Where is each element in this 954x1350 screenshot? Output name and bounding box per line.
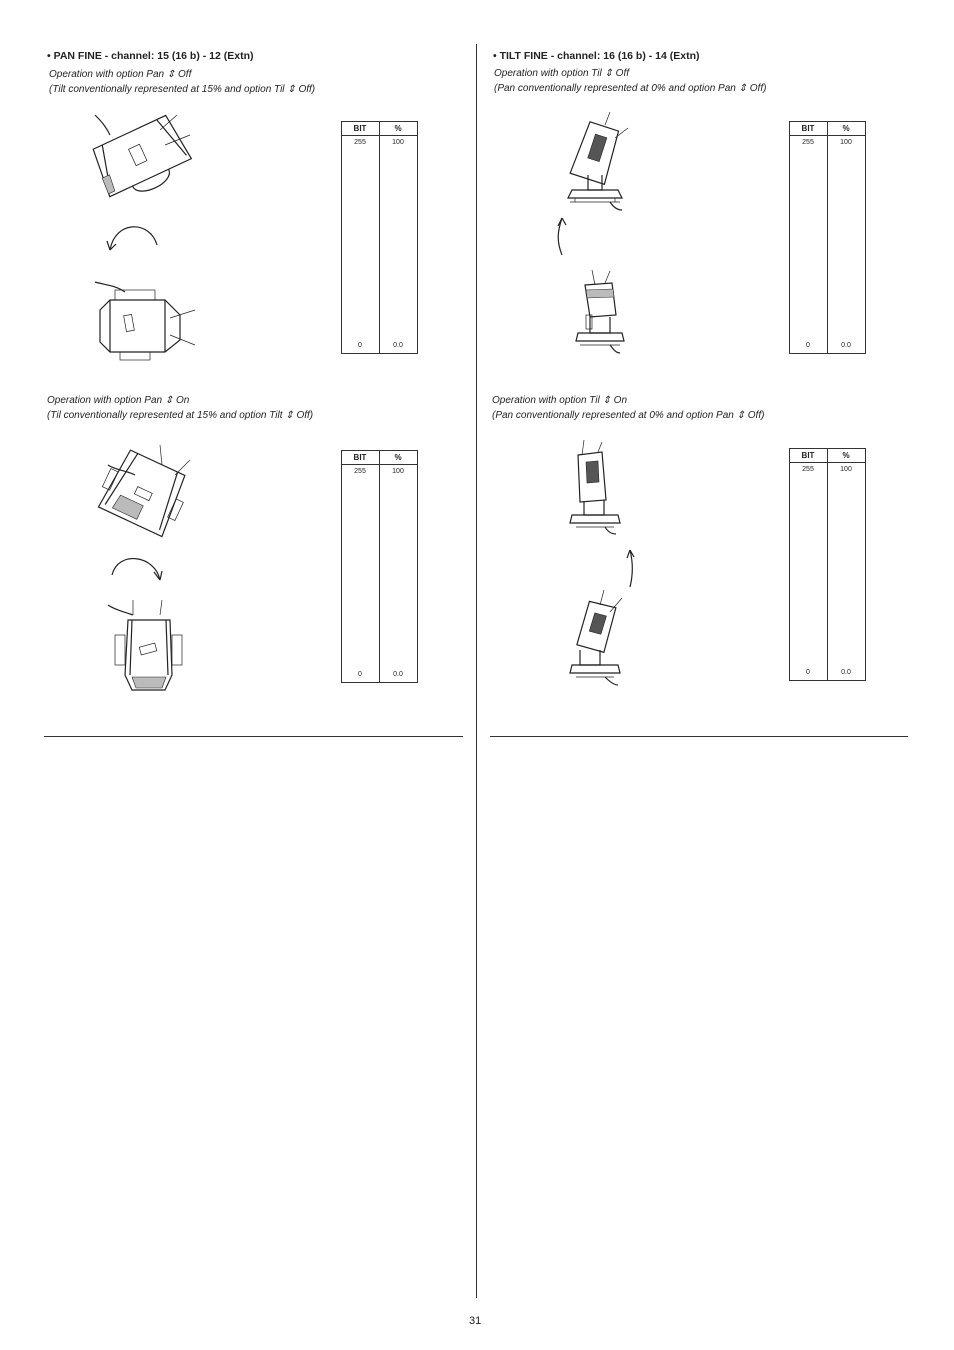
bit-bottom-value: 0 — [358, 342, 362, 349]
pan-off-note-line1: Operation with option Pan ⇕ Off — [49, 69, 192, 80]
pct-top-value: 100 — [392, 139, 404, 146]
bit-top-value: 255 — [354, 468, 366, 475]
pct-bottom-value: 0.0 — [841, 342, 851, 349]
tilt-on-note-line2: (Pan conventionally represented at 0% and option Pan ⇕ Off) — [492, 410, 765, 421]
col-pct-header: % — [394, 453, 402, 462]
pct-top-value: 100 — [840, 466, 852, 473]
tilt-on-dmx-table — [789, 448, 866, 681]
tilt-off-fixture-illustration — [550, 120, 640, 360]
col-bit-header: BIT — [353, 124, 367, 133]
pan-on-note-line2: (Til conventionally represented at 15% and option Tilt ⇕ Off) — [47, 410, 314, 421]
pan-on-dmx-table — [341, 450, 418, 683]
pct-top-value: 100 — [392, 468, 404, 475]
tilt-off-dmx-table — [789, 121, 866, 354]
pct-bottom-value: 0.0 — [393, 342, 403, 349]
bit-top-value: 255 — [802, 139, 814, 146]
pan-off-fixture-illustration — [85, 110, 205, 360]
column-divider — [476, 44, 477, 1298]
left-section-divider — [44, 736, 463, 737]
page-number: 31 — [469, 1315, 482, 1327]
pan-on-fixture-illustration — [100, 440, 200, 695]
right-section-divider — [490, 736, 908, 737]
pct-bottom-value: 0.0 — [841, 669, 851, 676]
col-bit-header: BIT — [353, 453, 367, 462]
pan-off-dmx-table — [341, 121, 418, 354]
pct-top-value: 100 — [840, 139, 852, 146]
pct-bottom-value: 0.0 — [393, 671, 403, 678]
tilt-off-note-line2: (Pan conventionally represented at 0% and option Pan ⇕ Off) — [494, 83, 767, 94]
bit-bottom-value: 0 — [358, 671, 362, 678]
pan-off-note-line2: (Tilt conventionally represented at 15% and option Til ⇕ Off) — [49, 84, 316, 95]
bit-bottom-value: 0 — [806, 669, 810, 676]
col-pct-header: % — [842, 124, 850, 133]
tilt-off-note-line1: Operation with option Til ⇕ Off — [494, 68, 630, 79]
bit-top-value: 255 — [802, 466, 814, 473]
bit-top-value: 255 — [354, 139, 366, 146]
bit-bottom-value: 0 — [806, 342, 810, 349]
col-pct-header: % — [842, 451, 850, 460]
col-pct-header: % — [394, 124, 402, 133]
col-bit-header: BIT — [801, 451, 815, 460]
tilt-on-note-line1: Operation with option Til ⇕ On — [492, 395, 628, 406]
pan-fine-heading: • PAN FINE - channel: 15 (16 b) - 12 (Extn) — [47, 50, 254, 62]
tilt-on-fixture-illustration — [560, 440, 650, 690]
tilt-fine-heading: • TILT FINE - channel: 16 (16 b) - 14 (Extn) — [493, 50, 700, 62]
pan-on-note-line1: Operation with option Pan ⇕ On — [47, 395, 190, 406]
col-bit-header: BIT — [801, 124, 815, 133]
